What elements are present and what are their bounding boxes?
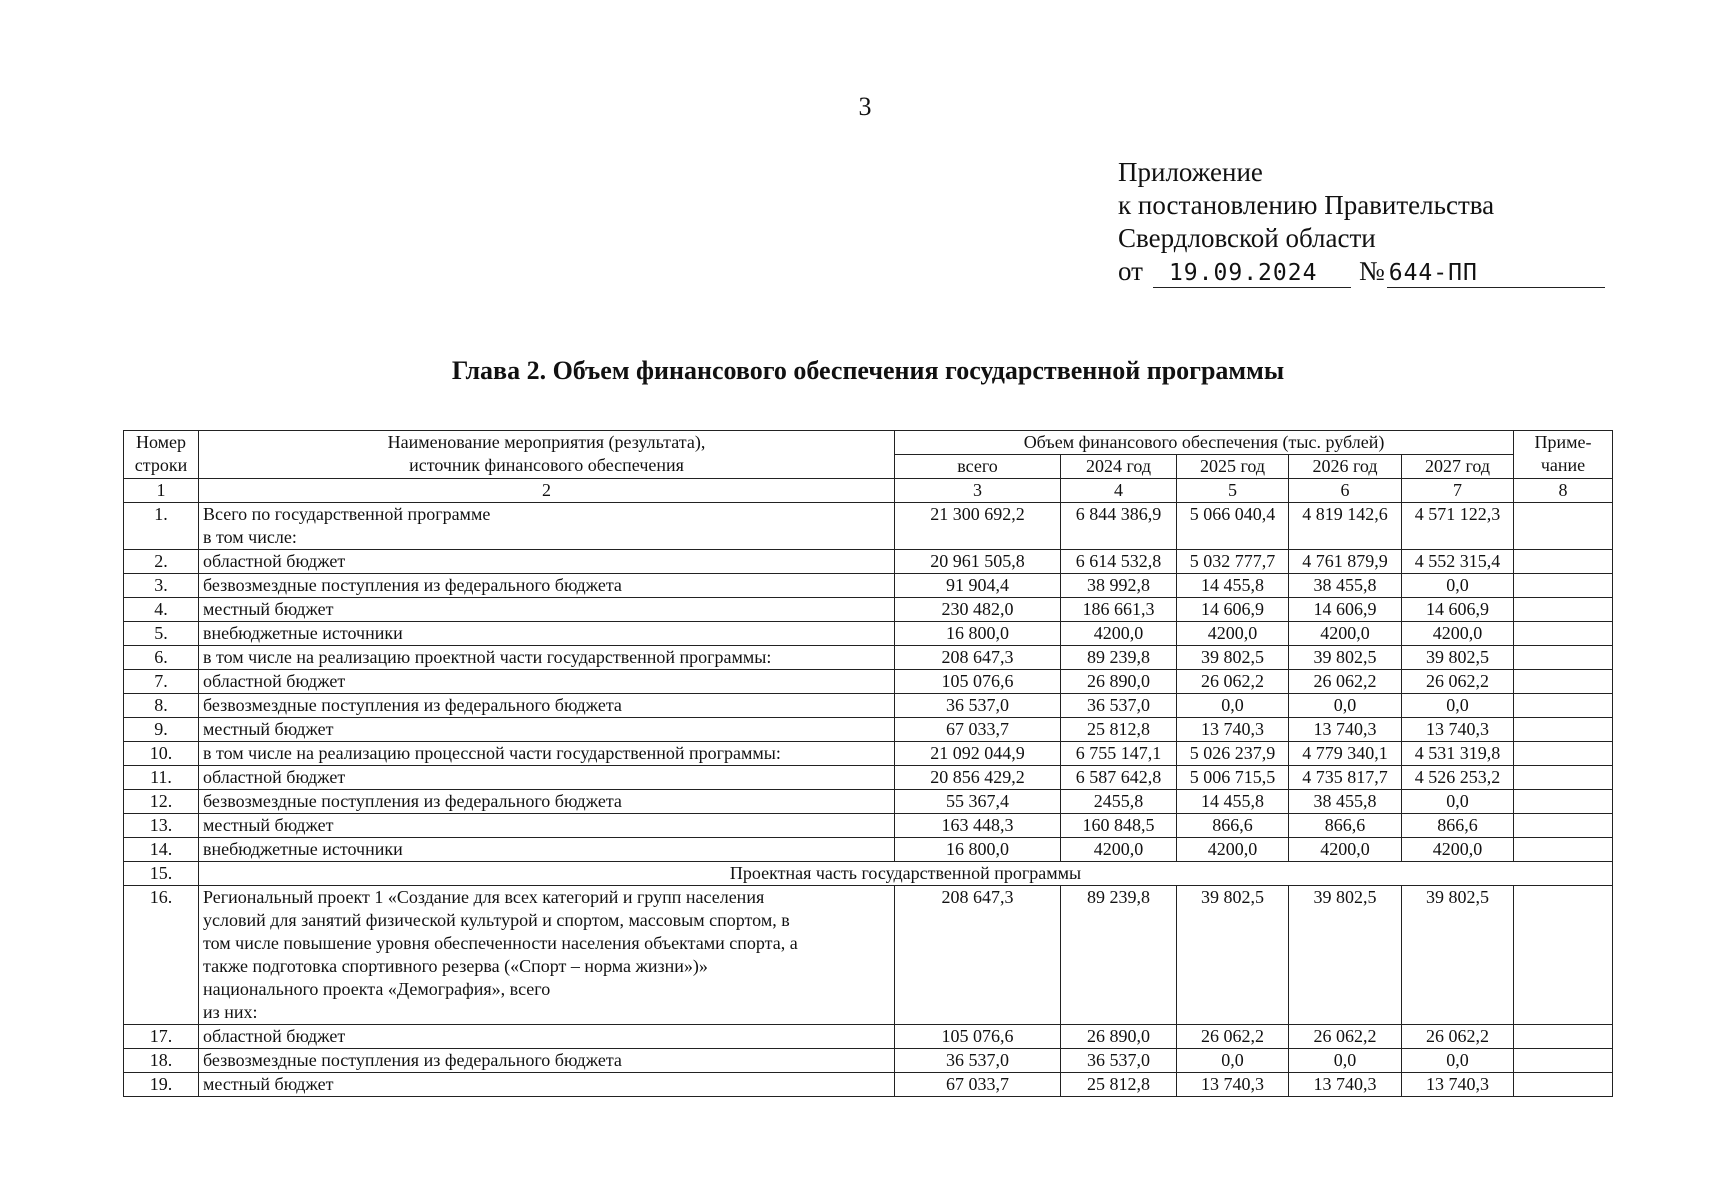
cell-total: 105 076,6 — [895, 1025, 1061, 1049]
cell-name — [199, 550, 895, 574]
cell-2024: 26 890,0 — [1061, 1025, 1177, 1049]
cell-2025: 0,0 — [1177, 694, 1289, 718]
cell-2024: 6 587 642,8 — [1061, 766, 1177, 790]
cell-note — [1514, 1049, 1613, 1073]
cell-2027: 39 802,5 — [1402, 886, 1514, 1025]
column-number: 4 — [1061, 479, 1177, 503]
cell-name-text: безвозмездные поступления из федерального бюджета — [203, 1050, 622, 1070]
cell-row-number: 13. — [124, 814, 199, 838]
cell-2027: 13 740,3 — [1402, 1073, 1514, 1097]
cell-name-text: безвозмездные поступления из федерального бюджета — [203, 695, 622, 715]
cell-row-number: 18. — [124, 1049, 199, 1073]
table-row — [124, 1049, 1613, 1073]
column-number: 5 — [1177, 479, 1289, 503]
cell-name-text: областной бюджет — [203, 1026, 346, 1046]
cell-2024: 4200,0 — [1061, 838, 1177, 862]
header-row-1 — [124, 431, 1613, 455]
header-2027: 2027 год — [1402, 455, 1514, 479]
cell-name — [199, 670, 895, 694]
cell-2024: 25 812,8 — [1061, 1073, 1177, 1097]
table-row — [124, 503, 1613, 550]
cell-total: 20 961 505,8 — [895, 550, 1061, 574]
cell-name-text: областной бюджет — [203, 551, 346, 571]
cell-total: 208 647,3 — [895, 886, 1061, 1025]
cell-row-number: 16. — [124, 886, 199, 1025]
cell-name — [199, 1025, 895, 1049]
cell-2026: 4 779 340,1 — [1289, 742, 1402, 766]
cell-total: 163 448,3 — [895, 814, 1061, 838]
cell-row-number: 12. — [124, 790, 199, 814]
cell-2024: 2455,8 — [1061, 790, 1177, 814]
header-2024: 2024 год — [1061, 455, 1177, 479]
cell-note — [1514, 574, 1613, 598]
cell-2025: 5 066 040,4 — [1177, 503, 1289, 550]
header-name-line-1: Наименование мероприятия (результата), — [387, 432, 706, 452]
cell-note — [1514, 814, 1613, 838]
cell-name — [199, 1049, 895, 1073]
cell-2025: 5 026 237,9 — [1177, 742, 1289, 766]
cell-row-number: 7. — [124, 670, 199, 694]
cell-name — [199, 598, 895, 622]
cell-name — [199, 503, 895, 550]
cell-2026: 13 740,3 — [1289, 1073, 1402, 1097]
decree-date: 19.09.2024 — [1153, 260, 1351, 288]
cell-total: 230 482,0 — [895, 598, 1061, 622]
table-row — [124, 742, 1613, 766]
cell-note — [1514, 646, 1613, 670]
cell-2027: 4 531 319,8 — [1402, 742, 1514, 766]
cell-name-line: национального проекта «Демография», всего — [203, 979, 551, 999]
cell-name — [199, 574, 895, 598]
header-name — [199, 431, 895, 479]
table-body — [124, 431, 1613, 1097]
header-2026: 2026 год — [1289, 455, 1402, 479]
column-number: 1 — [124, 479, 199, 503]
cell-total: 21 300 692,2 — [895, 503, 1061, 550]
cell-name-text: в том числе на реализацию процессной части государственной программы: — [203, 743, 781, 763]
cell-2024: 38 992,8 — [1061, 574, 1177, 598]
cell-2027: 4200,0 — [1402, 838, 1514, 862]
cell-row-number: 10. — [124, 742, 199, 766]
cell-name — [199, 622, 895, 646]
cell-2024: 160 848,5 — [1061, 814, 1177, 838]
cell-2025: 866,6 — [1177, 814, 1289, 838]
table-row — [124, 1025, 1613, 1049]
cell-name-text: безвозмездные поступления из федерального бюджета — [203, 791, 622, 811]
appendix-block — [1118, 156, 1605, 288]
cell-row-number: 14. — [124, 838, 199, 862]
header-row-number — [124, 431, 199, 479]
cell-note — [1514, 598, 1613, 622]
column-number: 2 — [199, 479, 895, 503]
cell-name — [199, 838, 895, 862]
cell-2025: 4200,0 — [1177, 622, 1289, 646]
cell-name — [199, 646, 895, 670]
cell-note — [1514, 718, 1613, 742]
cell-2027: 39 802,5 — [1402, 646, 1514, 670]
cell-2024: 4200,0 — [1061, 622, 1177, 646]
cell-2026: 38 455,8 — [1289, 574, 1402, 598]
cell-2026: 4 819 142,6 — [1289, 503, 1402, 550]
cell-2024: 186 661,3 — [1061, 598, 1177, 622]
header-volume: Объем финансового обеспечения (тыс. рублей) — [895, 431, 1514, 455]
cell-name-text: местный бюджет — [203, 599, 334, 619]
cell-2025: 26 062,2 — [1177, 670, 1289, 694]
cell-name-line: Региональный проект 1 «Создание для всех категорий и групп населения — [203, 887, 765, 907]
cell-2024: 25 812,8 — [1061, 718, 1177, 742]
cell-2027: 0,0 — [1402, 694, 1514, 718]
appendix-line-2: к постановлению Правительства — [1118, 190, 1495, 220]
financing-table — [123, 430, 1613, 1097]
column-number: 8 — [1514, 479, 1613, 503]
cell-total: 67 033,7 — [895, 718, 1061, 742]
cell-2025: 0,0 — [1177, 1049, 1289, 1073]
table-row — [124, 766, 1613, 790]
header-note — [1514, 431, 1613, 479]
column-numbers-row — [124, 479, 1613, 503]
header-note-line-2: чание — [1540, 455, 1586, 475]
cell-note — [1514, 742, 1613, 766]
cell-2026: 0,0 — [1289, 1049, 1402, 1073]
cell-row-number: 8. — [124, 694, 199, 718]
decree-number: 644-ПП — [1387, 260, 1605, 288]
cell-2027: 4 571 122,3 — [1402, 503, 1514, 550]
cell-2025: 26 062,2 — [1177, 1025, 1289, 1049]
cell-name-text: Всего по государственной программе — [203, 504, 491, 524]
cell-2026: 4200,0 — [1289, 622, 1402, 646]
table-row — [124, 718, 1613, 742]
table-row — [124, 694, 1613, 718]
cell-2025: 39 802,5 — [1177, 646, 1289, 670]
cell-name-text: областной бюджет — [203, 671, 346, 691]
cell-note — [1514, 1025, 1613, 1049]
cell-name-text: местный бюджет — [203, 719, 334, 739]
cell-total: 36 537,0 — [895, 1049, 1061, 1073]
section-row — [124, 862, 1613, 886]
column-number: 7 — [1402, 479, 1514, 503]
cell-2027: 4 526 253,2 — [1402, 766, 1514, 790]
cell-note — [1514, 838, 1613, 862]
cell-total: 16 800,0 — [895, 622, 1061, 646]
cell-2026: 39 802,5 — [1289, 886, 1402, 1025]
cell-2026: 26 062,2 — [1289, 1025, 1402, 1049]
cell-row-number: 15. — [124, 862, 199, 886]
cell-name — [199, 886, 895, 1025]
cell-name-line: также подготовка спортивного резерва («Спорт – норма жизни»)» — [203, 956, 708, 976]
cell-note — [1514, 503, 1613, 550]
cell-2025: 14 455,8 — [1177, 790, 1289, 814]
table-row — [124, 814, 1613, 838]
cell-2024: 6 755 147,1 — [1061, 742, 1177, 766]
cell-2027: 26 062,2 — [1402, 670, 1514, 694]
cell-row-number: 11. — [124, 766, 199, 790]
cell-name — [199, 1073, 895, 1097]
cell-name — [199, 814, 895, 838]
from-label: от — [1118, 256, 1143, 286]
cell-name — [199, 790, 895, 814]
number-sign: № — [1358, 256, 1385, 286]
cell-total: 16 800,0 — [895, 838, 1061, 862]
cell-2027: 4 552 315,4 — [1402, 550, 1514, 574]
cell-note — [1514, 670, 1613, 694]
cell-total: 36 537,0 — [895, 694, 1061, 718]
cell-row-number: 4. — [124, 598, 199, 622]
cell-2027: 4200,0 — [1402, 622, 1514, 646]
cell-2027: 13 740,3 — [1402, 718, 1514, 742]
cell-2025: 13 740,3 — [1177, 718, 1289, 742]
cell-total: 67 033,7 — [895, 1073, 1061, 1097]
cell-name-text: внебюджетные источники — [203, 623, 403, 643]
cell-2026: 4200,0 — [1289, 838, 1402, 862]
cell-2026: 4 735 817,7 — [1289, 766, 1402, 790]
cell-note — [1514, 694, 1613, 718]
cell-2024: 89 239,8 — [1061, 646, 1177, 670]
table-row — [124, 574, 1613, 598]
cell-row-number: 17. — [124, 1025, 199, 1049]
cell-2027: 866,6 — [1402, 814, 1514, 838]
cell-row-number: 3. — [124, 574, 199, 598]
cell-name-line: условий для занятий физической культурой и спортом, массовым спортом, в — [203, 910, 790, 930]
cell-2025: 14 606,9 — [1177, 598, 1289, 622]
table-row — [124, 670, 1613, 694]
cell-total: 105 076,6 — [895, 670, 1061, 694]
cell-total: 55 367,4 — [895, 790, 1061, 814]
column-number: 3 — [895, 479, 1061, 503]
cell-2026: 14 606,9 — [1289, 598, 1402, 622]
cell-name-text: в том числе на реализацию проектной части государственной программы: — [203, 647, 772, 667]
section-title: Проектная часть государственной программы — [199, 862, 1613, 886]
page-number: 3 — [858, 92, 872, 121]
cell-2024: 36 537,0 — [1061, 694, 1177, 718]
cell-row-number: 1. — [124, 503, 199, 550]
table-row — [124, 646, 1613, 670]
chapter-heading: Глава 2. Объем финансового обеспечения государственной программы — [451, 356, 1285, 385]
cell-2026: 0,0 — [1289, 694, 1402, 718]
header-total: всего — [895, 455, 1061, 479]
cell-2025: 4200,0 — [1177, 838, 1289, 862]
cell-2025: 14 455,8 — [1177, 574, 1289, 598]
cell-2026: 13 740,3 — [1289, 718, 1402, 742]
cell-note — [1514, 622, 1613, 646]
cell-name-subtext: в том числе: — [203, 527, 297, 547]
cell-note — [1514, 1073, 1613, 1097]
cell-row-number: 2. — [124, 550, 199, 574]
cell-2025: 39 802,5 — [1177, 886, 1289, 1025]
appendix-line-3: Свердловской области — [1118, 223, 1376, 253]
cell-2027: 0,0 — [1402, 790, 1514, 814]
cell-2024: 36 537,0 — [1061, 1049, 1177, 1073]
cell-name-text: местный бюджет — [203, 815, 334, 835]
cell-row-number: 5. — [124, 622, 199, 646]
cell-name-text: областной бюджет — [203, 767, 346, 787]
cell-name-text: местный бюджет — [203, 1074, 334, 1094]
cell-2026: 866,6 — [1289, 814, 1402, 838]
header-note-line-1: Приме- — [1534, 432, 1592, 452]
table-row — [124, 1073, 1613, 1097]
cell-2027: 26 062,2 — [1402, 1025, 1514, 1049]
cell-total: 91 904,4 — [895, 574, 1061, 598]
cell-2024: 6 614 532,8 — [1061, 550, 1177, 574]
cell-2027: 14 606,9 — [1402, 598, 1514, 622]
header-row-number-line-1: Номер — [135, 432, 187, 452]
cell-2026: 26 062,2 — [1289, 670, 1402, 694]
cell-name — [199, 694, 895, 718]
table-row — [124, 550, 1613, 574]
cell-2025: 5 032 777,7 — [1177, 550, 1289, 574]
cell-name-line: том числе повышение уровня обеспеченности населения объектами спорта, а — [203, 933, 798, 953]
cell-name — [199, 718, 895, 742]
cell-row-number: 6. — [124, 646, 199, 670]
cell-2027: 0,0 — [1402, 574, 1514, 598]
cell-2024: 6 844 386,9 — [1061, 503, 1177, 550]
cell-note — [1514, 766, 1613, 790]
cell-2027: 0,0 — [1402, 1049, 1514, 1073]
cell-2024: 89 239,8 — [1061, 886, 1177, 1025]
cell-2024: 26 890,0 — [1061, 670, 1177, 694]
cell-note — [1514, 790, 1613, 814]
appendix-date-line — [1118, 255, 1605, 288]
header-row-number-line-2: строки — [134, 455, 188, 475]
cell-note — [1514, 550, 1613, 574]
cell-total: 20 856 429,2 — [895, 766, 1061, 790]
cell-total: 208 647,3 — [895, 646, 1061, 670]
cell-2026: 4 761 879,9 — [1289, 550, 1402, 574]
cell-name-text: безвозмездные поступления из федерального бюджета — [203, 575, 622, 595]
cell-row-number: 19. — [124, 1073, 199, 1097]
cell-name-line: из них: — [203, 1002, 258, 1022]
cell-note — [1514, 886, 1613, 1025]
cell-2025: 5 006 715,5 — [1177, 766, 1289, 790]
cell-2025: 13 740,3 — [1177, 1073, 1289, 1097]
table-row — [124, 790, 1613, 814]
table-row — [124, 622, 1613, 646]
table-row — [124, 886, 1613, 1025]
cell-name-text: внебюджетные источники — [203, 839, 403, 859]
cell-2026: 38 455,8 — [1289, 790, 1402, 814]
cell-name — [199, 742, 895, 766]
table-row — [124, 598, 1613, 622]
header-name-line-2: источник финансового обеспечения — [409, 455, 684, 475]
header-2025: 2025 год — [1177, 455, 1289, 479]
column-number: 6 — [1289, 479, 1402, 503]
table-row — [124, 838, 1613, 862]
appendix-title: Приложение — [1118, 157, 1263, 187]
cell-total: 21 092 044,9 — [895, 742, 1061, 766]
cell-2026: 39 802,5 — [1289, 646, 1402, 670]
cell-name — [199, 766, 895, 790]
cell-row-number: 9. — [124, 718, 199, 742]
